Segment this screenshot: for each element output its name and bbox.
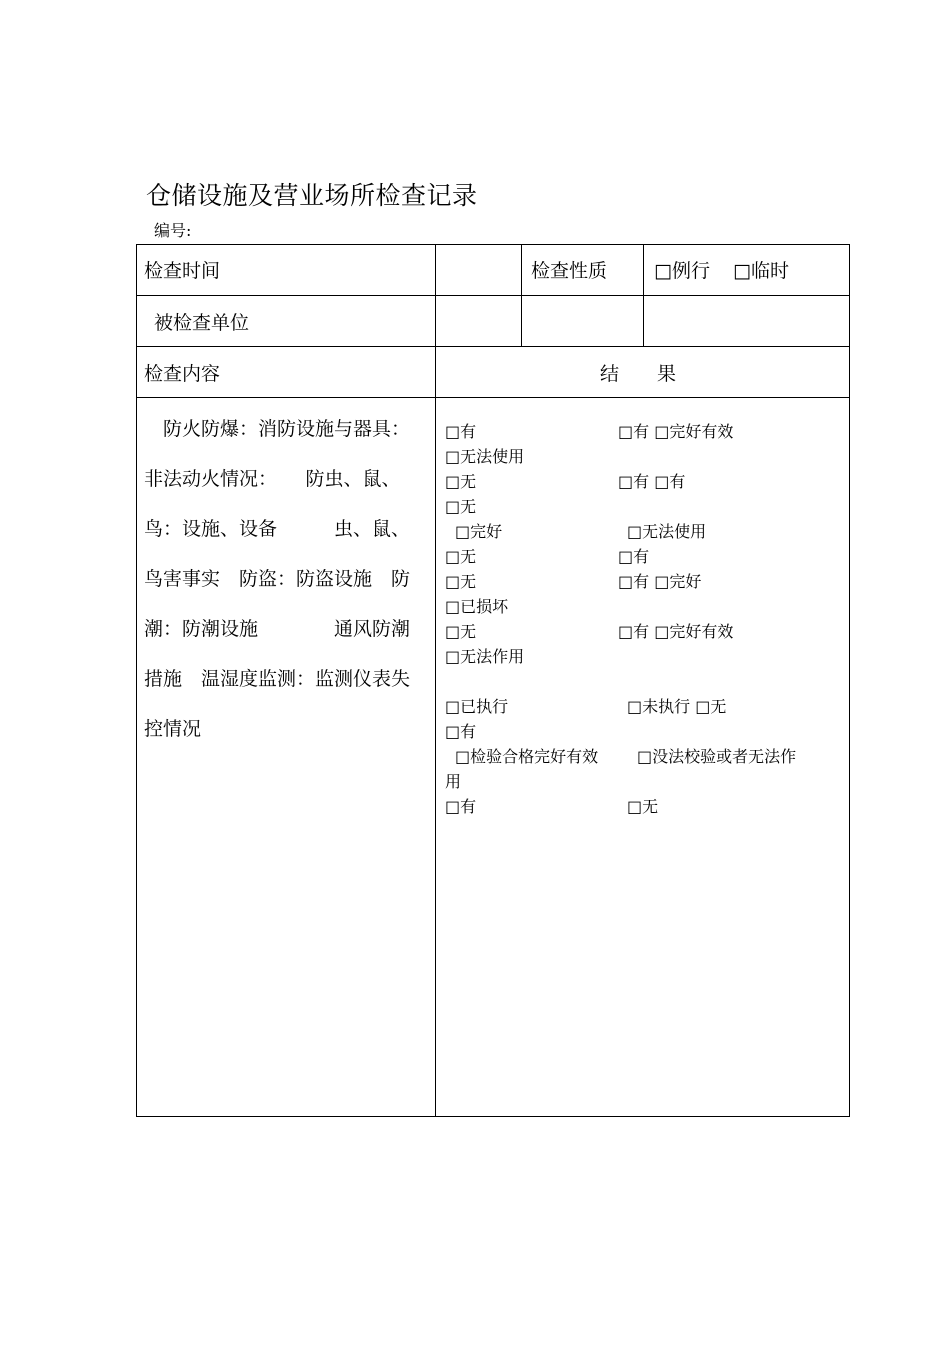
inspection-nature-label: 检查性质 — [531, 260, 608, 282]
option-temporary[interactable]: □临时 — [733, 260, 789, 282]
result-item[interactable]: □无法使用 — [627, 522, 707, 541]
result-item[interactable]: □有 — [445, 797, 477, 816]
result-item[interactable]: □有 □有 — [618, 472, 686, 491]
inspected-unit-label: 被检查单位 — [154, 312, 250, 334]
inspection-time-label: 检查时间 — [144, 260, 221, 282]
result-item[interactable]: □已执行 — [445, 697, 509, 716]
result-item[interactable]: □无 — [445, 547, 477, 566]
result-item[interactable]: □无 — [627, 797, 659, 816]
row-line-3 — [136, 397, 850, 398]
result-item[interactable]: □无 — [445, 472, 477, 491]
result-item[interactable]: □没法校验或者无法作 — [637, 747, 797, 766]
page-title: 仓储设施及营业场所检查记录 — [146, 181, 478, 210]
result-item[interactable]: □检验合格完好有效 — [455, 747, 599, 766]
row-line-2 — [136, 346, 850, 347]
result-item[interactable]: □未执行 □无 — [627, 697, 727, 716]
table-border-left — [136, 244, 137, 1117]
table-border-bottom — [136, 1116, 850, 1117]
col-line-2 — [521, 244, 522, 347]
result-item[interactable]: □无 — [445, 497, 477, 516]
result-item[interactable]: □无 — [445, 572, 477, 591]
col-line-3 — [643, 244, 644, 347]
result-item[interactable]: □无法使用 — [445, 447, 525, 466]
result-item[interactable]: □有 □完好有效 — [618, 422, 734, 441]
result-item[interactable]: □无法作用 — [445, 647, 525, 666]
result-item[interactable]: □有 □完好 — [618, 572, 702, 591]
result-item[interactable]: □有 □完好有效 — [618, 622, 734, 641]
result-item[interactable]: □已损坏 — [445, 597, 509, 616]
result-item: 用 — [445, 772, 462, 791]
doc-number-label: 编号: — [154, 221, 192, 240]
result-label: 结 果 — [600, 363, 677, 385]
table-border-right — [849, 244, 850, 1117]
col-line-main — [435, 244, 436, 1117]
result-item[interactable]: □有 — [445, 422, 477, 441]
inspection-content-label: 检查内容 — [144, 363, 221, 385]
result-item[interactable]: □无 — [445, 622, 477, 641]
result-item[interactable]: □完好 — [455, 522, 503, 541]
inspection-content-text: 防火防爆：消防设施与器具：非法动火情况： 防虫、鼠、鸟：设施、设备 虫、鼠、鸟害事实 防盗：防盗设施 防潮：防潮设施 通风防潮措施 温湿度监测：监测仪表失控情况 — [144, 418, 411, 740]
table-border-top — [136, 244, 850, 245]
result-item[interactable]: □有 — [445, 722, 477, 741]
option-routine[interactable]: □例行 — [654, 260, 710, 282]
row-line-1 — [136, 295, 850, 296]
result-item[interactable]: □有 — [618, 547, 650, 566]
